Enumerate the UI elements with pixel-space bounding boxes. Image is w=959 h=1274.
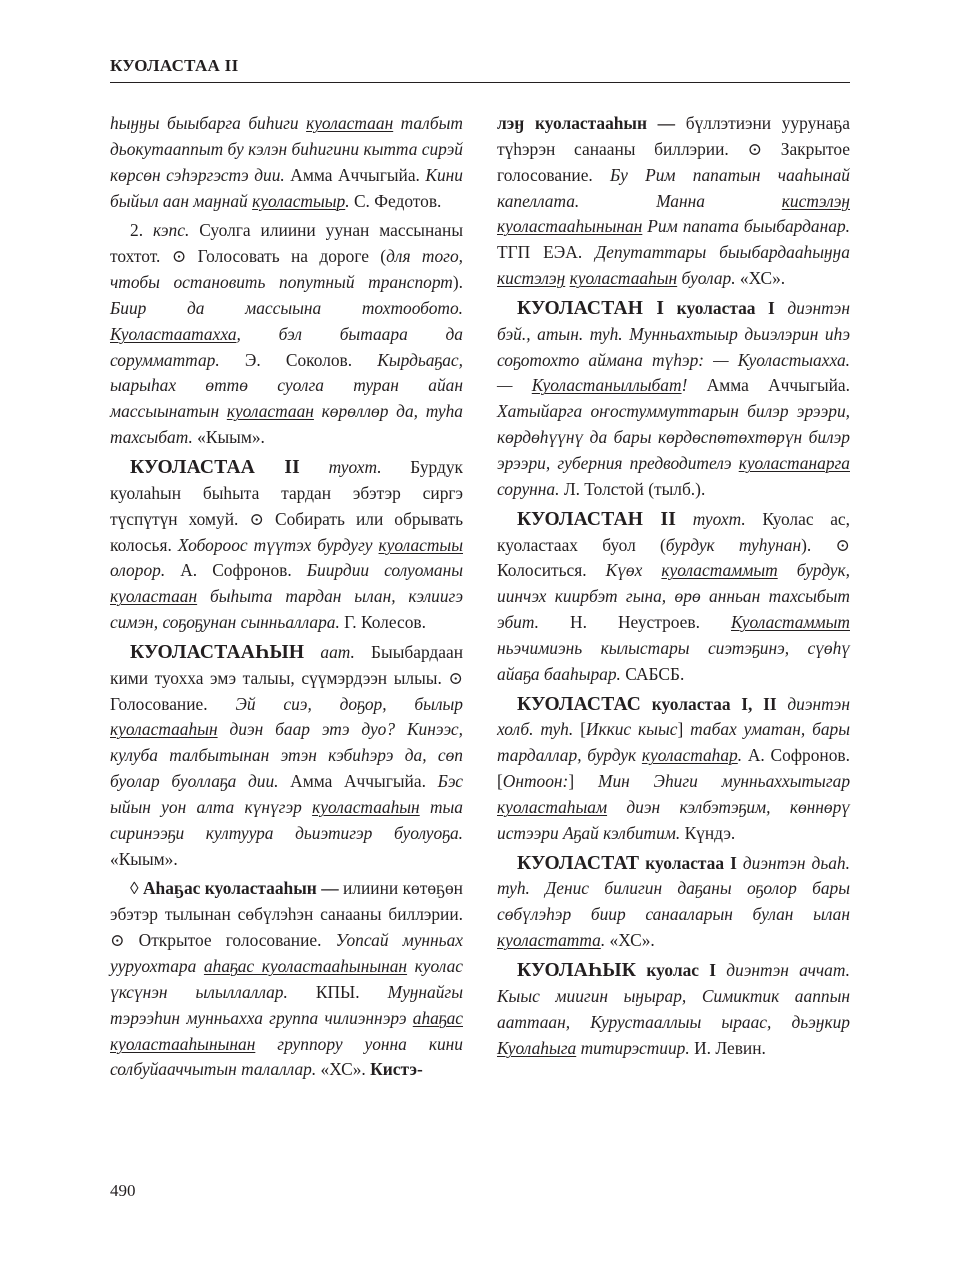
right-column — [497, 111, 850, 1065]
entry-kuolastan-1: КУОЛАСТАН I куоластаа I диэнтэн бэй., атын. туһ. Мунньахтыыр дьиэлэрин иһэ соҕотохто аймана түһэр: — Куоластыахха. — Куоластаныллыбат! Амма Аччыгыйа. Хатыйарга оҥостуммуттарын билэр эрээри, көрдөһүүнү да бары көрдөспөтөхтөрүн билэр эрээри, губерния предводителэ куоластанарга сорунна. Л. Толстой (тылб.). — [497, 297, 851, 499]
entry-kuolastaa-2: КУОЛАСТАА II туохт. Бурдук куолаһын быһыта тардан эбэтэр сиргэ түспүтүн хомуй. ⊙ Собирать или обрывать колосья. Хобороос түүтэх бурдугу куоластыы олорор. А. Софронов. Биирдии солуоманы куоластаан быһыта тардан ылан, кэлиигэ симэн, соҕоҕунан сынньаллара. Г. Колесов. — [110, 456, 463, 633]
running-title: КУОЛАСТАА II — [110, 56, 239, 75]
entry-kuolahyk: КУОЛАҺЫК куолас I диэнтэн аччат. Кыыс миигин ыӈырар, Симиктик ааппын ааттаан, Курустааллыы ыраас, дьэӈкир Куолаһыга титирэстиир. И. Левин. — [497, 960, 850, 1058]
entry-kuolastas: КУОЛАСТАС куоластаа I, II диэнтэн холб. туһ. [Иккис кыыс] табах уматан, бары тардаллар, бурдук куоластаһар. А. Софронов. [Онтоон:] Мин Эһиги мунньаххытыгар куоластаһыам диэн кэлбэтэҕим, көннөрү истээри Аҕай кэлбитим. Күндэ. — [497, 693, 851, 843]
entry-paragraph: 2. кэпс. Суолга илиини уунан массынаны тохтот. ⊙ Голосовать на дороге (для того, чтобы остановить попутный транспорт). Биир да массыына тохтообото. Куоластаатахха, бэл бытаара да сорумматтар. Э. Соколов. Кырдьаҕас, ыарыһах өттө суолга туран айан массыынатын куоластаан көрөллөр да, туһа тахсыбат. «Кыым». — [110, 220, 464, 448]
running-header — [110, 56, 850, 83]
entry-paragraph: һыӈӈы быыбарга биһиги куоластаан талбыт дьокутааппыт бу кэлэн биһигини кытта сирэй көрсөн сэһэргэстэ дии. Амма Аччыгыйа. Кини быйыл аан маӈнай куоластыыр. С. Федотов. — [110, 113, 463, 211]
entry-idiom: ◊ Аһаҕас куоластааһын — илиини көтөҕөн эбэтэр тылынан сөбүлэһэн санааны биллэрии. ⊙ Открытое голосование. Уопсай мунньах ууруохтара аһаҕас куоластааһынынан куолас үксүнэн ылыллаллар. КПЫ. Муӈнайгы тэрээһин мунньахха группа чилиэннэрэ аһаҕас куоластааһынынан группору уонна кини солбуйааччытын талаллар. «ХС». Кистэ- — [110, 878, 463, 1080]
entry-kuolastan-2: КУОЛАСТАН II туохт. Куолас ас, куоластаах буол (бурдук туһунан). ⊙ Колоситься. Күөх куоластаммыт бурдук, иинчэх киирбэт гына, өрө анньан тахсыбыт эбит. Н. Неустроев. Куоластаммыт ньэчимиэнь кылыстары сиэтэҕинэ, сүөһү айаҕа бааһырар. САБСБ. — [497, 508, 851, 684]
entry-paragraph: лэӈ куоластааһын — бүллэтиэни уурунаҕа түһэрэн санааны биллэрии. ⊙ Закрытое голосование. Бу Рим папатын чааһынай капеллата. Манна кистэлэӈ куоластааһынынан Рим папата быыбарданар. ТГП ЕЭА. Депутаттары быыбардааһыӈӈа кистэлэӈ куоластааһын буолар. «ХС». — [497, 113, 850, 289]
entry-kuolastaahyn: КУОЛАСТААҺЫН аат. Быыбардаан кими туохха эмэ талыы, сүүмэрдээн ылыы. ⊙ Голосование. Эй сиэ, доҕор, былыр куоластааһын диэн баар этэ дуо? Кинээс, кулуба талбытынан этэн кэбиһэрэ да, сөп буолар буоллаҕа дии. Амма Аччыгыйа. Бэс ыйын уон алта күнүгэр куоластааһын тыа сиринээҕи култуура дьиэтигэр буолуоҕа. «Кыым». — [110, 641, 463, 869]
left-column — [110, 111, 463, 1087]
entry-kuolastat: КУОЛАСТАТ куоластаа I диэнтэн дьаһ. туһ. Денис билигин даҕаны оҕолор бары сөбүлэһэр биир санааларын булан ылан куоластатта. «ХС». — [497, 852, 850, 951]
page-number: 490 — [110, 1181, 136, 1200]
